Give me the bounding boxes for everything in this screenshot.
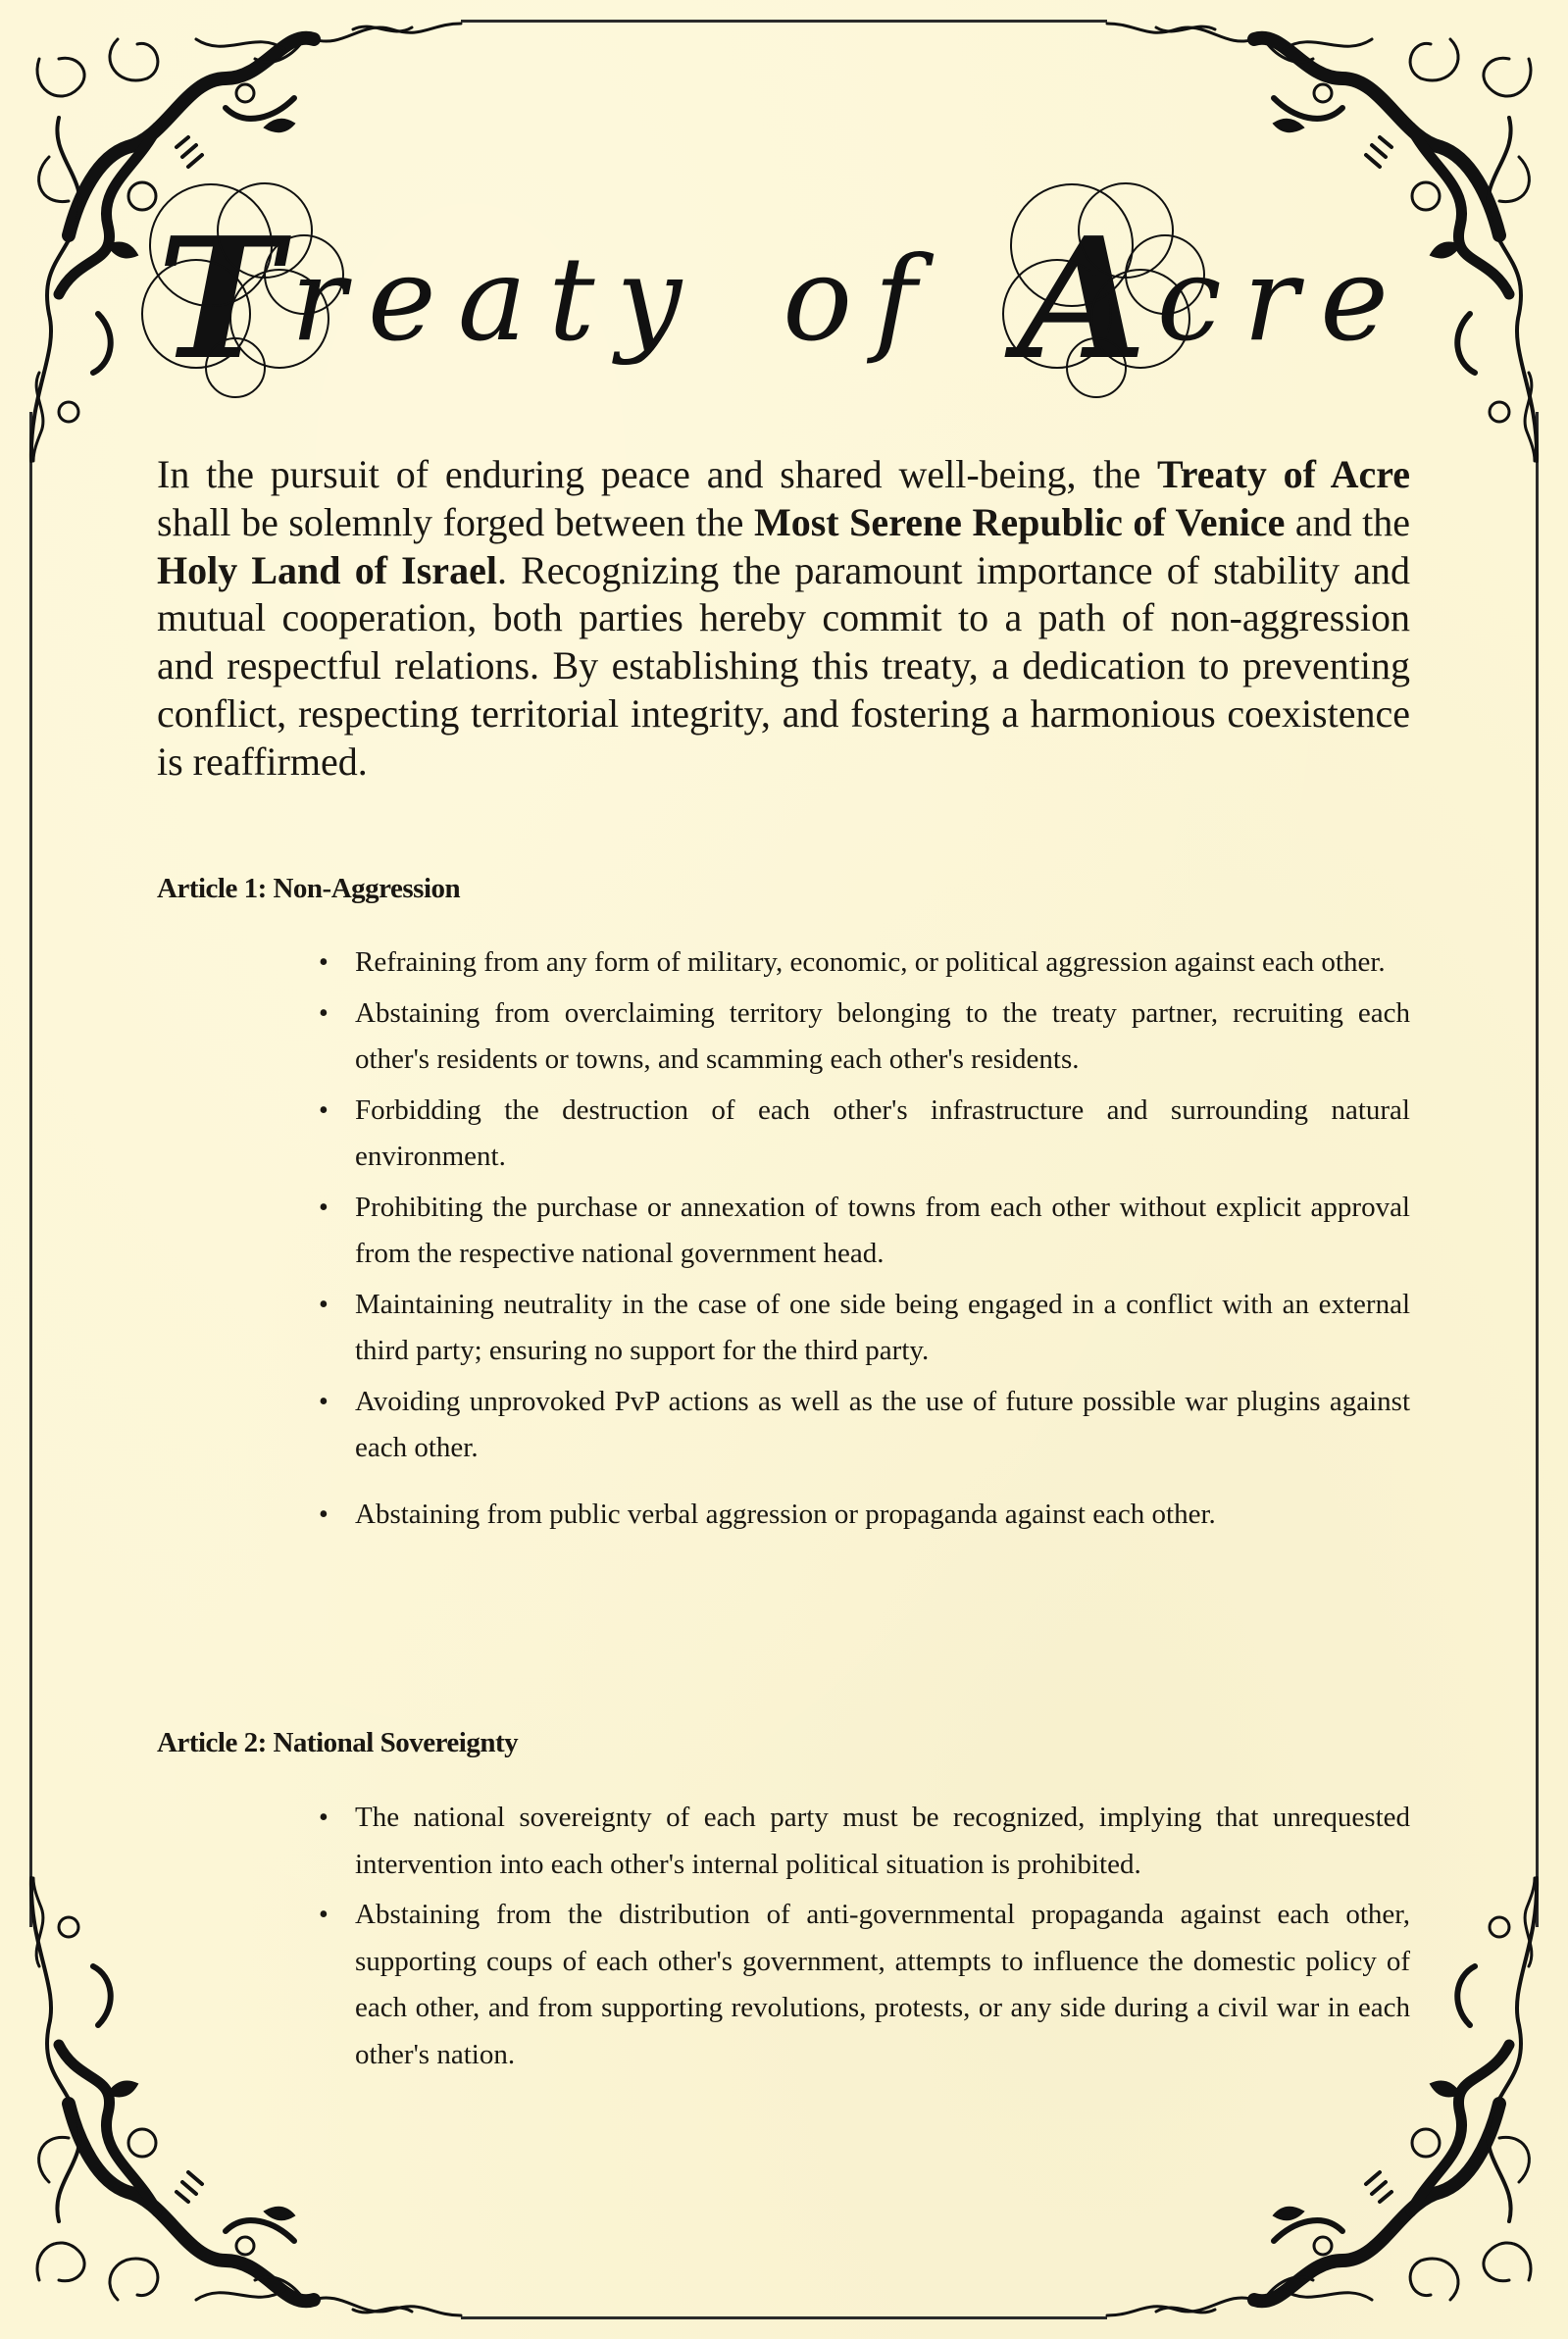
intro-segment: shall be solemnly forged between the bbox=[157, 499, 754, 544]
article-1-list bbox=[319, 940, 1410, 1542]
intro-segment: In the pursuit of enduring peace and shared well-being, the bbox=[157, 452, 1158, 496]
intro-segment-bold: Holy Land of Israel bbox=[157, 547, 497, 592]
bullet-icon: • bbox=[319, 997, 329, 1029]
article-2-list bbox=[319, 1795, 1410, 2082]
list-item bbox=[319, 991, 1410, 1084]
title-word-rest: of bbox=[783, 231, 938, 367]
list-item bbox=[319, 1892, 1410, 2078]
frame-line-right bbox=[1536, 412, 1539, 1927]
list-item-text: Abstaining from the distribution of anti-governmental propaganda against each other, supporting coups of each other's government, attempts to influence the domestic policy of each other, and from supporting revolutions, protests, or any side during a civil war in each other's nation. bbox=[355, 1899, 1410, 2070]
bullet-icon: • bbox=[319, 1499, 329, 1530]
bullet-icon: • bbox=[319, 947, 329, 978]
bullet-icon: • bbox=[319, 1289, 329, 1320]
intro-segment-bold: Treaty of Acre bbox=[1157, 452, 1410, 496]
bullet-icon: • bbox=[319, 1803, 329, 1833]
intro-paragraph bbox=[157, 451, 1410, 787]
list-item bbox=[319, 1282, 1410, 1375]
list-item-text: Forbidding the destruction of each other's infrastructure and surrounding natural environment. bbox=[355, 1093, 1410, 1172]
list-item-text: Abstaining from overclaiming territory belonging to the treaty partner, recruiting each other's residents or towns, and scamming each other's residents. bbox=[355, 996, 1410, 1075]
list-item bbox=[319, 1185, 1410, 1278]
intro-segment-bold: Most Serene Republic of Venice bbox=[753, 499, 1286, 544]
frame-line-bottom bbox=[461, 2316, 1107, 2319]
list-item-text: Refraining from any form of military, economic, or political aggression against each other. bbox=[355, 946, 1386, 978]
title-initial-a: A bbox=[1018, 201, 1147, 397]
frame-line-top bbox=[461, 20, 1107, 23]
title-word-rest: reaty bbox=[290, 231, 704, 367]
intro-segment: and the bbox=[1285, 499, 1411, 544]
title-word-of bbox=[783, 231, 938, 367]
list-item-text: Abstaining from public verbal aggression or propaganda against each other. bbox=[355, 1498, 1216, 1530]
frame-line-left bbox=[29, 412, 32, 1927]
list-item-text: Maintaining neutrality in the case of one side being engaged in a conflict with an external third party; ensuring no support for the third party. bbox=[355, 1288, 1410, 1366]
document-title bbox=[157, 181, 1410, 417]
bullet-icon: • bbox=[319, 1192, 329, 1223]
list-item bbox=[319, 1492, 1410, 1539]
title-word-rest: cre bbox=[1156, 231, 1410, 367]
list-item bbox=[319, 1795, 1410, 1888]
list-item bbox=[319, 940, 1410, 987]
title-word-acre bbox=[1018, 201, 1410, 397]
list-item-text: Avoiding unprovoked PvP actions as well as the use of future possible war plugins against each other. bbox=[355, 1385, 1410, 1463]
title-word-treaty bbox=[157, 201, 703, 397]
intro-segment: . Recognizing the paramount importance of stability and mutual cooperation, both parties hereby commit to a path of non-aggression and respectful relations. By establishing this treaty, a dedication to preventing conflict, respecting territorial integrity, and fostering a harmonious coexistence is reaffirmed. bbox=[157, 547, 1410, 784]
article-2-heading: Article 2: National Sovereignty bbox=[157, 1727, 519, 1758]
bullet-icon: • bbox=[319, 1386, 329, 1417]
list-item-text: Prohibiting the purchase or annexation of towns from each other without explicit approval from the respective national government head. bbox=[355, 1191, 1410, 1269]
list-item bbox=[319, 1088, 1410, 1181]
title-initial-t: T bbox=[157, 201, 281, 397]
article-1-heading: Article 1: Non-Aggression bbox=[157, 873, 461, 904]
bullet-icon: • bbox=[319, 1900, 329, 1930]
list-item bbox=[319, 1379, 1410, 1472]
bullet-icon: • bbox=[319, 1094, 329, 1126]
list-item-text: The national sovereignty of each party must be recognized, implying that unrequested intervention into each other's internal political situation is prohibited. bbox=[355, 1802, 1410, 1880]
